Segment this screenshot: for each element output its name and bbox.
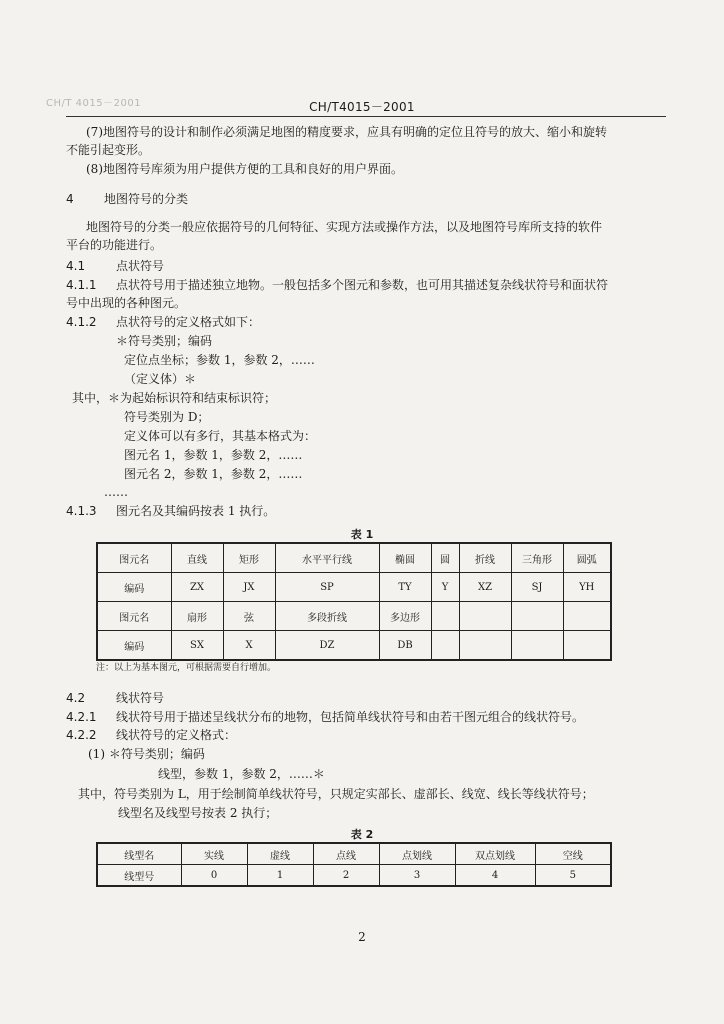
table-1-caption: 表 1 bbox=[350, 528, 374, 541]
format-line: 定义体可以有多行，其基本格式为： bbox=[124, 429, 317, 443]
paragraph-line: 地图符号的分类一般应依据符号的几何特征、实现方法或操作方法，以及地图符号库所支持的软件 bbox=[86, 220, 603, 234]
header-rule bbox=[66, 116, 666, 117]
format-line: 线型，参数 1，参数 2，……＊ bbox=[158, 767, 325, 781]
table-row: 图元名 直线 矩形 水平平行线 椭圆 圆 折线 三角形 圆弧 bbox=[97, 543, 611, 573]
page-number: 2 bbox=[358, 930, 366, 944]
format-line: 图元名 2，参数 1，参数 2，…… bbox=[124, 467, 303, 481]
paragraph-line: (8)地图符号库须为用户提供方便的工具和良好的用户界面。 bbox=[86, 162, 404, 176]
table-row: 编码 ZX JX SP TY Y XZ SJ YH bbox=[97, 573, 611, 602]
table-1-note: 注：以上为基本图元，可根据需要自行增加。 bbox=[96, 663, 277, 673]
paragraph-line: 不能引起变形。 bbox=[66, 143, 151, 157]
format-line: 其中，＊为起始标识符和结束标识符； bbox=[72, 391, 277, 405]
table-2 bbox=[96, 842, 612, 887]
page-header: CH/T4015－2001 bbox=[309, 100, 415, 114]
paragraph-line: 4.2.2 线状符号的定义格式： bbox=[66, 728, 237, 742]
section-heading-4: 4 地图符号的分类 bbox=[66, 192, 189, 206]
paragraph-line: 4.2.1 线状符号用于描述呈线状分布的地物，包括简单线状符号和由若干图元组合的线状符号。 bbox=[66, 710, 585, 724]
paragraph-line: 4.1.2 点状符号的定义格式如下： bbox=[66, 315, 261, 329]
format-line: 符号类别为 D； bbox=[124, 410, 210, 424]
format-line: （定义体）＊ bbox=[124, 372, 197, 386]
table-1 bbox=[96, 542, 612, 661]
format-line: ＊符号类别；编码 bbox=[116, 334, 213, 348]
format-line: 线型名及线型号按表 2 执行； bbox=[118, 806, 278, 820]
table-2-caption: 表 2 bbox=[350, 828, 374, 841]
format-line: 图元名 1，参数 1，参数 2，…… bbox=[124, 448, 303, 462]
bleed-through-code: CH/T 4015－2001 bbox=[46, 98, 142, 109]
paragraph-line: 平台的功能进行。 bbox=[66, 238, 163, 252]
paragraph-line: 号中出现的各种图元。 bbox=[66, 296, 187, 310]
format-line: 其中，符号类别为 L，用于绘制简单线状符号，只规定实部长、虚部长、线宽、线长等线状符号； bbox=[78, 787, 594, 801]
paragraph-line: 4.1.1 点状符号用于描述独立地物。一般包括多个图元和参数，也可用其描述复杂线状符号和面状符 bbox=[66, 278, 609, 292]
section-heading-4-2: 4.2 线状符号 bbox=[66, 691, 165, 705]
table-row: 线型号 0 1 2 3 4 5 bbox=[97, 865, 611, 887]
paragraph-line: 4.1.3 图元名及其编码按表 1 执行。 bbox=[66, 504, 276, 518]
section-heading-4-1: 4.1 点状符号 bbox=[66, 259, 165, 273]
table-row: 编码 SX X DZ DB bbox=[97, 631, 611, 661]
table-row: 图元名 扇形 弦 多段折线 多边形 bbox=[97, 602, 611, 631]
format-line: (1) ＊符号类别；编码 bbox=[88, 747, 205, 761]
table-row: 线型名 实线 虚线 点线 点划线 双点划线 空线 bbox=[97, 843, 611, 865]
format-line: …… bbox=[104, 485, 128, 499]
format-line: 定位点坐标；参数 1，参数 2，…… bbox=[124, 353, 315, 367]
paragraph-line: (7)地图符号的设计和制作必须满足地图的精度要求，应具有明确的定位且符号的放大、缩小和旋转 bbox=[86, 125, 608, 139]
